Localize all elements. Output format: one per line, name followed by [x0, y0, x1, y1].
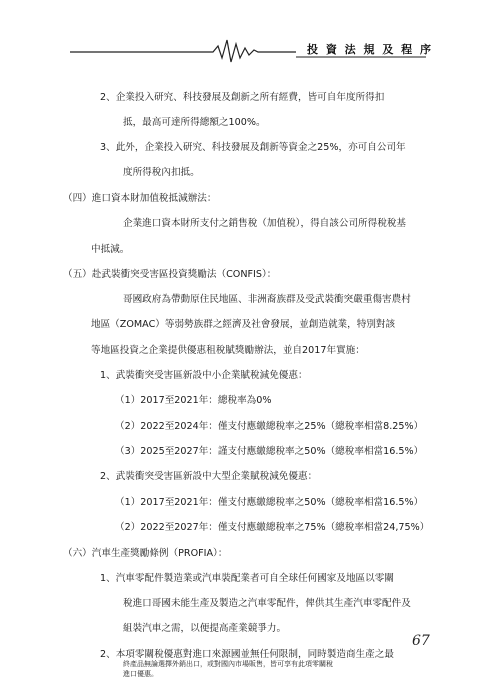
page-number: 67 [412, 633, 430, 649]
section-heading: （四）進口資本財加值稅抵減辦法： [63, 193, 217, 204]
paragraph-line: 終產品無論選擇外銷出口，或對國內市場販售，皆可享有此項零關稅 [123, 660, 333, 668]
list-item: （2）2022至2024年：僅支付應繳總稅率之25%（總稅率相當8.25%） [115, 421, 424, 432]
list-item: 1、武裝衝突受害區新設中小企業賦稅減免優惠： [100, 370, 308, 381]
list-item: （2）2022至2027年：僅支付應繳總稅率之75%（總稅率相當24,75%） [115, 522, 430, 533]
page-header [0, 0, 480, 70]
section-title: 投 資 法 規 及 程 序 [307, 43, 433, 56]
paragraph-line: 稅進口哥國未能生產及製造之汽車零配件，俾供其生產汽車零配件及 [123, 598, 411, 609]
heartbeat-line-decoration [0, 0, 480, 70]
list-item: （1）2017至2021年：僅支付應繳總稅率之50%（總稅率相當16.5%） [115, 497, 424, 508]
list-item: （1）2017至2021年：總稅率為0% [115, 395, 272, 406]
list-item: 2、武裝衝突受害區新設中大型企業賦稅減免優惠： [100, 471, 318, 482]
paragraph-line: 哥國政府為帶動原住民地區、非洲裔族群及受武裝衝突嚴重傷害農村 [123, 294, 411, 305]
paragraph-line: 抵，最高可達所得總額之100%。 [123, 117, 266, 128]
section-heading: （六）汽車生產獎勵條例（PROFIA）： [63, 548, 228, 559]
paragraph-line: 地區（ZOMAC）等弱勢族群之經濟及社會發展，並創造就業，特別對該 [91, 319, 396, 330]
list-item: （3）2025至2027年：謹支付應繳總稅率之50%（總稅率相當16.5%） [115, 446, 424, 457]
paragraph-line: 3、此外，企業投入研究、科技發展及創新等資金之25%，亦可自公司年 [100, 142, 406, 153]
paragraph-line: 度所得稅內扣抵。 [123, 167, 200, 178]
paragraph-line: 中抵減。 [91, 244, 130, 255]
paragraph-line: 組裝汽車之需，以便提高產業競爭力。 [123, 623, 287, 634]
list-item: 2、本項零關稅優惠對進口來源國並無任何限制，同時製造商生產之最 [100, 649, 394, 660]
paragraph-line: 2、企業投入研究、科技發展及創新之所有經費，皆可自年度所得扣 [100, 92, 385, 103]
list-item: 1、汽車零配件製造業或汽車裝配業者可自全球任何國家及地區以零關 [100, 573, 394, 584]
paragraph-line: 企業進口資本財所支付之銷售稅（加值稅），得自該公司所得稅稅基 [123, 218, 407, 229]
paragraph-line: 進口優惠。 [123, 670, 158, 678]
paragraph-line: 等地區投資之企業提供優惠租稅賦獎勵辦法，並自2017年實施： [91, 345, 365, 356]
section-heading: （五）赴武裝衝突受害區投資獎勵法（CONFIS）： [63, 269, 277, 280]
